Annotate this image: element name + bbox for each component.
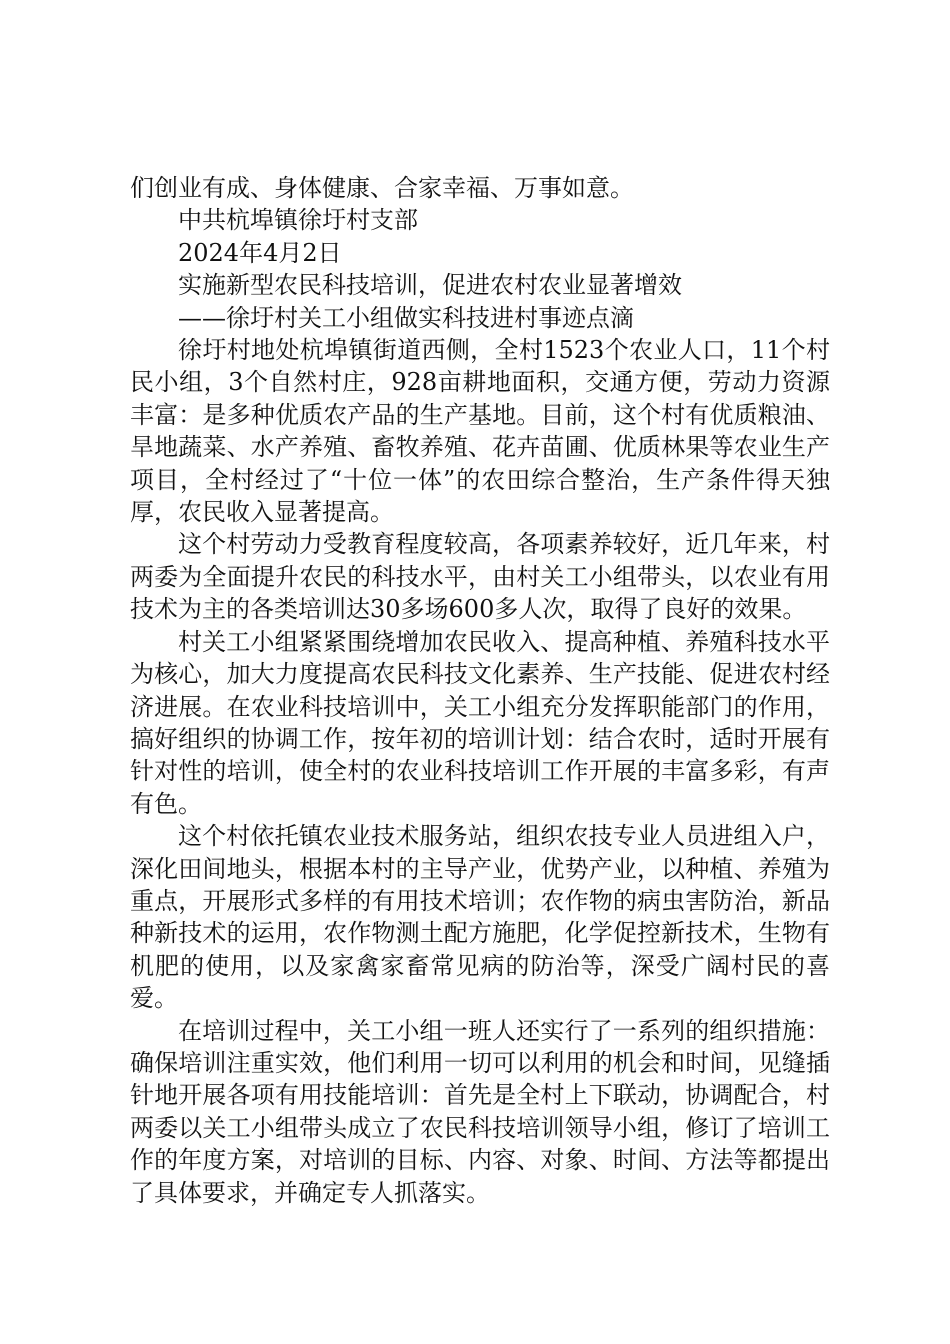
- body-paragraph-5: 在培训过程中，关工小组一班人还实行了一系列的组织措施：确保培训注重实效，他们利用一切可以利用的机会和时间，见缝插针地开展各项有用技能培训：首先是全村上下联动，协调配合，村两委以关工小组带头成立了农民科技培训领导小组，修订了培训工作的年度方案，对培训的目标、内容、对象、时间、方法等都提出了具体要求，并确定专人抓落实。: [130, 1016, 830, 1207]
- body-paragraph-2: 这个村劳动力受教育程度较高，各项素养较好，近几年来，村两委为全面提升农民的科技水平，由村关工小组带头，以农业有用技术为主的各类培训达30多场600多人次，取得了良好的效果。: [130, 530, 830, 624]
- closing-line: 们创业有成、身体健康、合家幸福、万事如意。: [130, 174, 634, 202]
- document-page: [130, 172, 830, 1209]
- article-title: 实施新型农民科技培训，促进农村农业显著增效: [178, 271, 682, 300]
- body-paragraph-1: 徐圩村地处杭埠镇街道西侧，全村1523个农业人口，11个村民小组，3个自然村庄，928亩耕地面积，交通方便，劳动力资源丰富：是多种优质农产品的生产基地。目前，这个村有优质粮油、旱地蔬菜、水产养殖、畜牧养殖、花卉苗圃、优质林果等农业生产项目，全村经过了“十位一体”的农田综合整治，生产条件得天独厚，农民收入显著提高。: [130, 336, 830, 527]
- signature-date: 2024年4月2日: [178, 238, 342, 267]
- body-paragraph-3: 村关工小组紧紧围绕增加农民收入、提高种植、养殖科技水平为核心，加大力度提高农民科技文化素养、生产技能、促进农村经济进展。在农业科技培训中，关工小组充分发挥职能部门的作用，搞好组织的协调工作，按年初的培训计划：结合农时，适时开展有针对性的培训，使全村的农业科技培训工作开展的丰富多彩，有声有色。: [130, 627, 830, 818]
- body-paragraph-4: 这个村依托镇农业技术服务站，组织农技专业人员进组入户，深化田间地头，根据本村的主导产业，优势产业，以种植、养殖为重点，开展形式多样的有用技术培训；农作物的病虫害防治，新品种新技术的运用，农作物测土配方施肥，化学促控新技术，生物有机肥的使用，以及家禽家畜常见病的防治等，深受广阔村民的喜爱。: [130, 822, 830, 1013]
- signature-organization: 中共杭埠镇徐圩村支部: [178, 206, 418, 235]
- article-subtitle: ——徐圩村关工小组做实科技进村事迹点滴: [178, 303, 634, 332]
